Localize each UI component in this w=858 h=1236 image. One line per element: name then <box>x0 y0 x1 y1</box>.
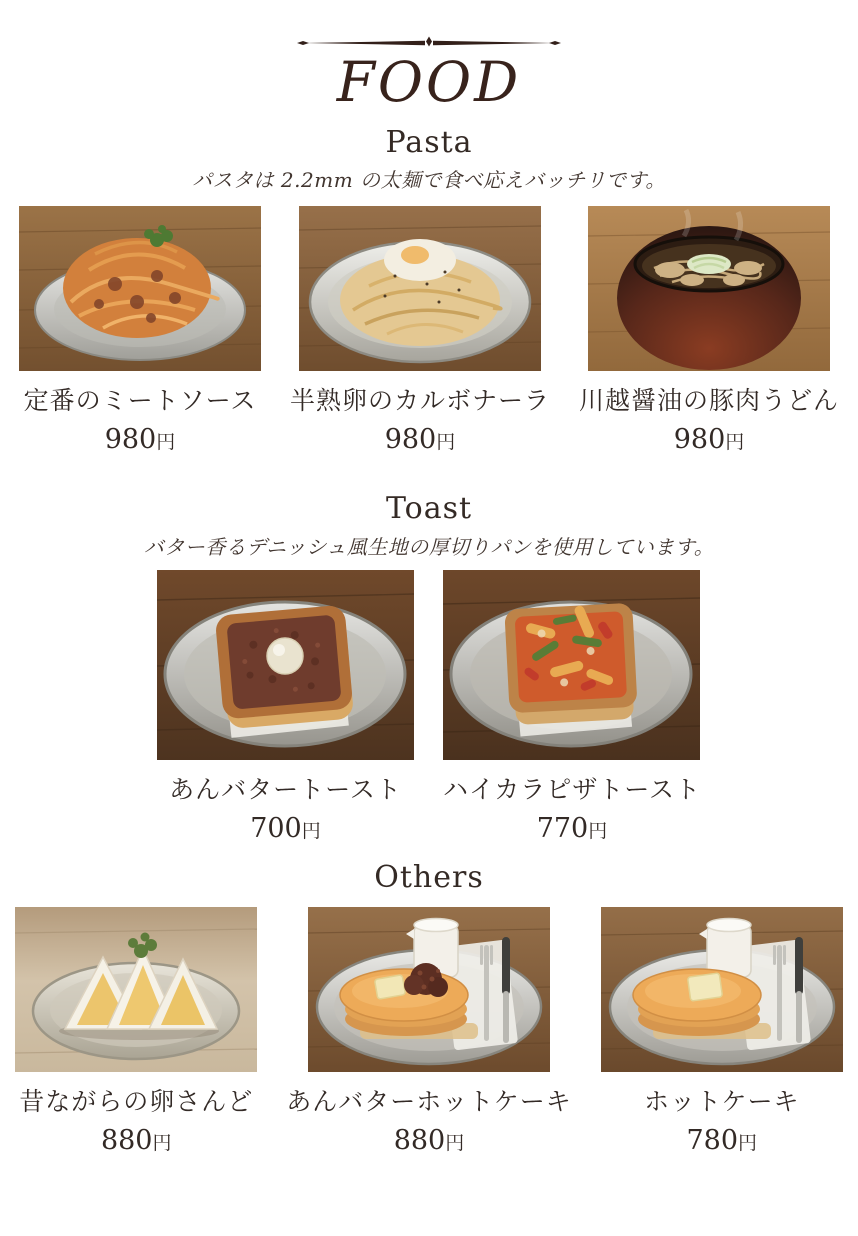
butter-ball <box>267 638 303 674</box>
page-title: FOOD <box>336 50 522 114</box>
item-name: あんバターホットケーキ <box>286 1086 572 1116</box>
lacquer-bowl <box>617 226 801 370</box>
others-photo-row <box>0 907 858 1157</box>
toast-photo-row <box>0 570 858 845</box>
section-toast <box>0 490 858 845</box>
item-name: ホットケーキ <box>643 1086 800 1116</box>
item-price: 770円 <box>536 812 608 844</box>
toast-description: バター香るデニッシュ風生地の厚切りパンを使用しています。 <box>143 534 715 559</box>
divider-rule-icon <box>294 36 564 50</box>
green-onion <box>687 254 731 274</box>
pasta-photo-row <box>0 206 858 456</box>
item-price: 780円 <box>686 1124 758 1156</box>
item-name: 昔ながらの卵さんど <box>19 1086 254 1116</box>
butter-pat <box>687 973 722 1001</box>
section-pasta <box>0 124 858 457</box>
item-name: ハイカラピザトースト <box>442 774 701 804</box>
item-price: 700円 <box>250 812 321 844</box>
pizza-toast-slice <box>505 602 639 726</box>
food-menu-page <box>0 36 858 1236</box>
item-name: 半熟卵のカルボナーラ <box>289 386 550 416</box>
pork-udon-photo <box>588 206 830 371</box>
item-price: 980円 <box>384 424 456 456</box>
an-butter-toast-photo <box>157 570 414 760</box>
butter-pat <box>374 975 405 1000</box>
menu-item-meat-sauce <box>19 206 261 456</box>
item-price: 880円 <box>393 1124 465 1156</box>
egg-sandwich-photo <box>15 907 257 1072</box>
menu-item-pork-udon <box>579 206 839 456</box>
item-name: 川越醤油の豚肉うどん <box>579 386 840 416</box>
menu-item-an-butter-toast <box>157 570 414 845</box>
knife-icon <box>502 937 510 1043</box>
menu-item-pizza-toast <box>443 570 701 845</box>
item-name: 定番のミートソース <box>23 386 257 416</box>
item-price: 980円 <box>104 424 176 456</box>
an-butter-pancakes-photo <box>308 907 550 1072</box>
others-heading: Others <box>374 860 484 896</box>
pizza-toast-photo <box>443 570 700 760</box>
menu-item-carbonara <box>290 206 550 456</box>
ornamental-divider-icon <box>294 36 564 50</box>
item-name: あんバタートースト <box>169 774 402 804</box>
pasta-heading: Pasta <box>385 124 473 160</box>
item-price: 980円 <box>673 424 745 456</box>
toast-heading: Toast <box>385 491 473 527</box>
menu-item-egg-sandwich <box>15 907 257 1157</box>
menu-item-pancakes <box>601 907 843 1157</box>
knife-icon <box>795 937 803 1043</box>
pancakes-photo <box>601 907 843 1072</box>
menu-item-an-butter-pancakes <box>286 907 572 1157</box>
item-price: 880円 <box>100 1124 172 1156</box>
meat-sauce-spaghetti-photo <box>19 206 261 371</box>
carbonara-photo <box>299 206 541 371</box>
pasta-description: パスタは 2.2mm の太麺で食べ応えバッチリです。 <box>192 168 666 193</box>
section-others <box>0 859 858 1157</box>
